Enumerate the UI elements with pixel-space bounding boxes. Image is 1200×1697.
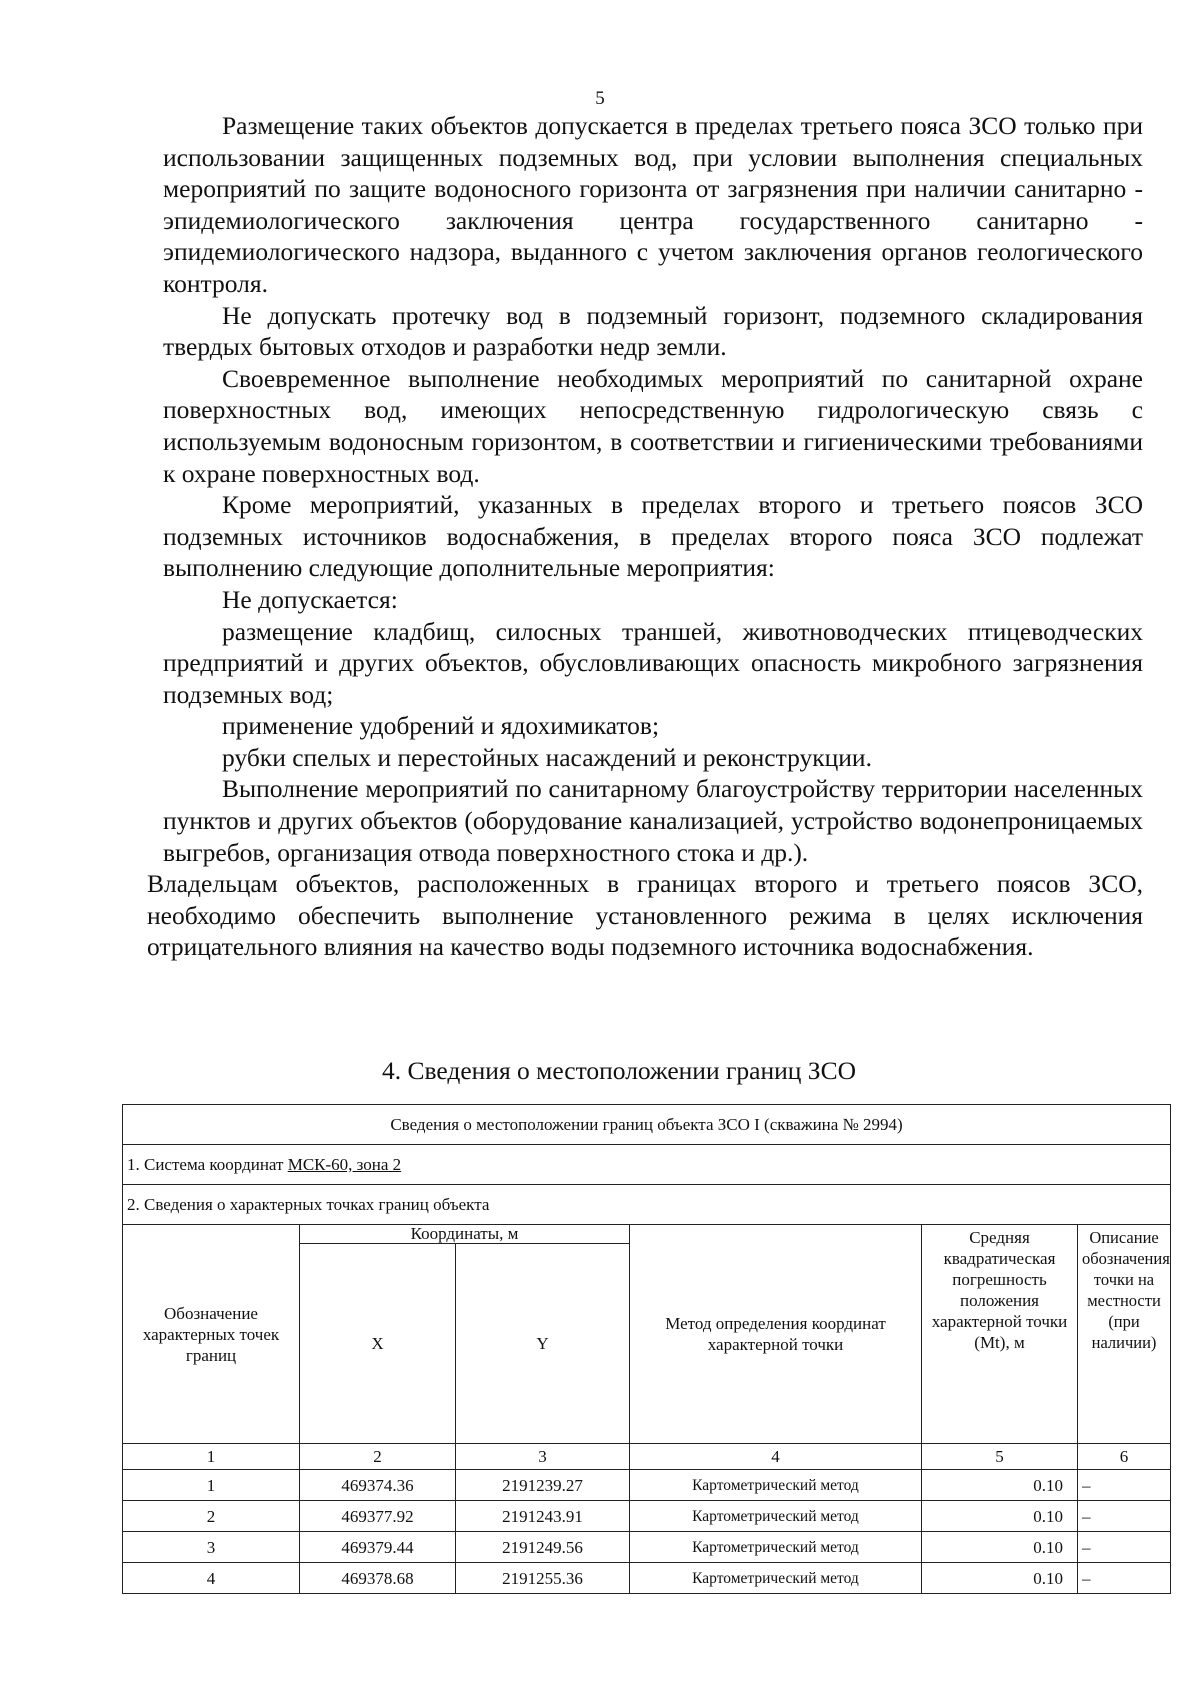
column-number: 3 (456, 1444, 630, 1470)
method-cell: Картометрический метод (630, 1532, 922, 1563)
point-cell: 3 (123, 1532, 300, 1563)
paragraph: Не допускается: (222, 584, 398, 614)
point-cell: 1 (123, 1470, 300, 1501)
paragraph: Кроме мероприятий, указанных в пределах второго и третьего поясов ЗСО подземных источников водоснабжения, в пределах второго пояса ЗСО подлежат выполнению следующие дополнительные мероприятия: (163, 490, 1143, 583)
page-number: 5 (595, 88, 605, 109)
table-row (123, 1470, 1171, 1501)
column-number: 2 (300, 1444, 456, 1470)
point-cell: 2 (123, 1501, 300, 1532)
paragraph: Выполнение мероприятий по санитарному благоустройству территории населенных пунктов и других объектов (оборудование канализацией, устройство водонепроницаемых выгребов, организация отвода поверхностного стока и др.). (163, 774, 1143, 867)
table-row (123, 1532, 1171, 1563)
points-heading: 2. Сведения о характерных точках границ объекта (123, 1185, 1171, 1225)
y-cell: 2191239.27 (456, 1470, 630, 1501)
paragraph: Не допускать протечку вод в подземный горизонт, подземного складирования твердых бытовых отходов и разработки недр земли. (163, 300, 1143, 362)
x-cell: 469378.68 (300, 1563, 456, 1594)
col-error-header: Средняя квадратическая погрешность положения характерной точки (Mt), м (922, 1225, 1078, 1444)
desc-cell: – (1078, 1532, 1171, 1563)
y-cell: 2191243.91 (456, 1501, 630, 1532)
column-number: 6 (1078, 1444, 1171, 1470)
method-cell: Картометрический метод (630, 1501, 922, 1532)
col-point-header: Обозначение характерных точек границ (123, 1225, 300, 1444)
col-desc-header: Описание обозначения точки на местности (при наличии) (1078, 1225, 1171, 1444)
column-number: 5 (922, 1444, 1078, 1470)
table-row (123, 1563, 1171, 1594)
paragraph: размещение кладбищ, силосных траншей, животноводческих птицеводческих предприятий и других объектов, обусловливающих опасность микробного загрязнения подземных вод; (163, 616, 1143, 709)
desc-cell: – (1078, 1563, 1171, 1594)
document-body (147, 110, 1143, 963)
column-number: 1 (123, 1444, 300, 1470)
paragraph: рубки спелых и перестойных насаждений и реконструкции. (222, 742, 872, 772)
paragraph: Своевременное выполнение необходимых мероприятий по санитарной охране поверхностных вод, имеющих непосредственную гидрологическую связь с используемым водоносным горизонтом, в соответствии и гигиеническими требованиями к охране поверхностных вод. (163, 363, 1143, 488)
paragraph: Размещение таких объектов допускается в пределах третьего пояса ЗСО только при использовании защищенных подземных вод, при условии выполнения специальных мероприятий по защите водоносного горизонта от загрязнения при наличии санитарно - эпидемиологического заключения центра государственного санитарно - эпидемиологического надзора, выданного с учетом заключения органов геологического контроля. (163, 111, 1143, 298)
x-cell: 469379.44 (300, 1532, 456, 1563)
table-row (123, 1501, 1171, 1532)
error-cell: 0.10 (922, 1501, 1078, 1532)
coord-system-value: МСК-60, зона 2 (287, 1155, 402, 1174)
method-cell: Картометрический метод (630, 1470, 922, 1501)
col-y-header: Y (456, 1244, 630, 1444)
error-cell: 0.10 (922, 1470, 1078, 1501)
section-heading: 4. Сведения о местоположении границ ЗСО (381, 1056, 857, 1085)
table-title: Сведения о местоположении границ объекта ЗСО I (скважина № 2994) (123, 1105, 1171, 1145)
coord-system-row (123, 1145, 1171, 1185)
x-cell: 469374.36 (300, 1470, 456, 1501)
y-cell: 2191255.36 (456, 1563, 630, 1594)
col-x-header: X (300, 1244, 456, 1444)
point-cell: 4 (123, 1563, 300, 1594)
paragraph: Владельцам объектов, расположенных в границах второго и третьего поясов ЗСО, необходимо обеспечить выполнение установленного режима в целях исключения отрицательного влияния на качество воды подземного источника водоснабжения. (147, 869, 1143, 962)
y-cell: 2191249.56 (456, 1532, 630, 1563)
error-cell: 0.10 (922, 1532, 1078, 1563)
paragraph: применение удобрений и ядохимикатов; (222, 711, 660, 741)
method-cell: Картометрический метод (630, 1563, 922, 1594)
column-number: 4 (630, 1444, 922, 1470)
desc-cell: – (1078, 1501, 1171, 1532)
col-method-header: Метод определения координат характерной точки (630, 1225, 922, 1444)
coord-system-prefix: 1. Система координат (127, 1155, 288, 1174)
error-cell: 0.10 (922, 1563, 1078, 1594)
col-coords-header: Координаты, м (300, 1225, 630, 1244)
desc-cell: – (1078, 1470, 1171, 1501)
zso-boundary-table (122, 1104, 1171, 1594)
x-cell: 469377.92 (300, 1501, 456, 1532)
